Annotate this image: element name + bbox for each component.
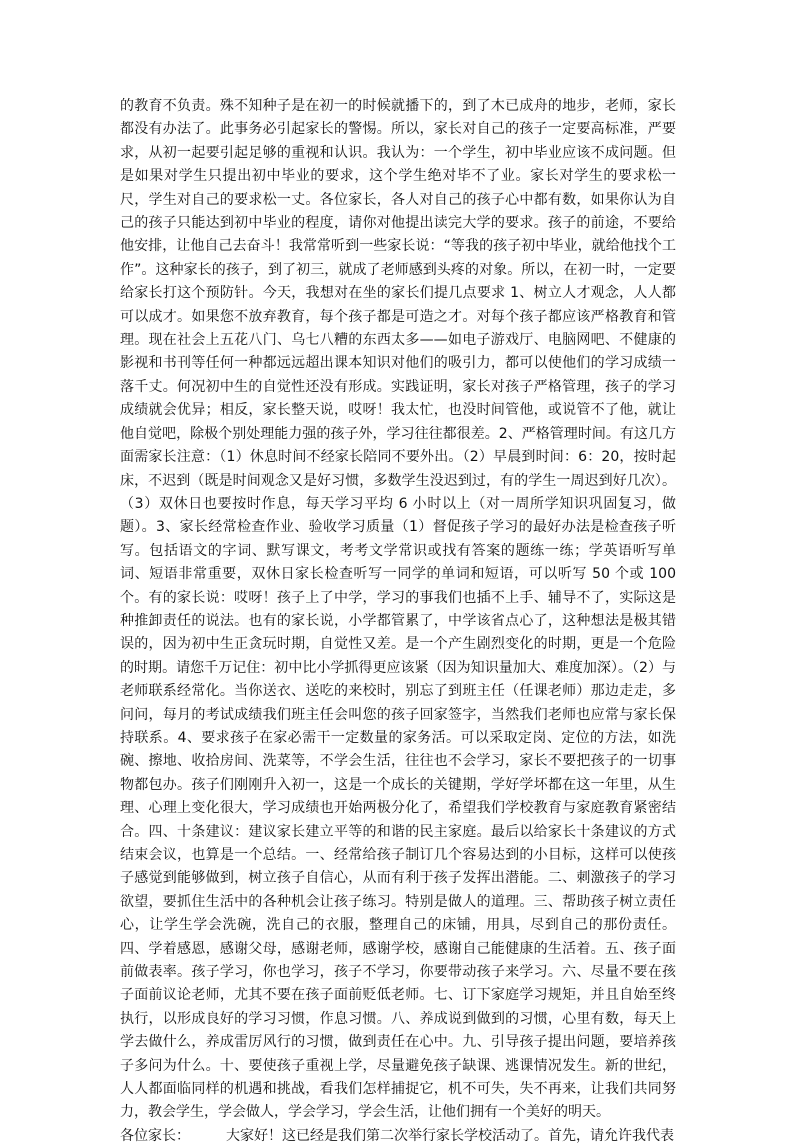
greeting-text: 大家好！这已经是我们第二次举行家长学校活动了。首先，请允许我代表 — [226, 1127, 674, 1144]
greeting-line — [120, 1125, 676, 1148]
body-paragraph: 的教育不负责。殊不知种子是在初一的时候就播下的，到了木已成舟的地步，老师，家长都没有办法了。此事务必引起家长的警惕。所以，家长对自己的孩子一定要高标准，严要求，从初一起要引起足够的重视和认识。我认为：一个学生，初中毕业应该不成问题。但是如果对学生只提出初中毕业的要求，这个学生绝对毕不了业。家长对学生的要求松一尺，学生对自己的要求松一丈。各位家长，各人对自己的孩子心中都有数，如果你认为自己的孩子只能达到初中毕业的程度，请你对他提出读完大学的要求。孩子的前途，不要给他安排，让他自己去奋斗！我常常听到一些家长说：“等我的孩子初中毕业，就给他找个工作”。这种家长的孩子，到了初三，就成了老师感到头疼的对象。所以，在初一时，一定要给家长打这个预防针。今天，我想对在坐的家长们提几点要求 1、树立人才观念，人人都可以成才。如果您不放弃教育，每个孩子都是可造之才。对每个孩子都应该严格教育和管理。现在社会上五花八门、乌七八糟的东西太多——如电子游戏厅、电脑网吧、不健康的影视和书刊等任何一种都远远超出课本知识对他们的吸引力，都可以使他们的学习成绩一落千丈。何况初中生的自觉性还没有形成。实践证明，家长对孩子严格管理，孩子的学习成绩就会优异；相反，家长整天说，哎呀！我太忙，也没时间管他，或说管不了他，就让他自觉吧，除极个别处理能力强的孩子外，学习往往都很差。2、严格管理时间。有这几方面需家长注意：（1）休息时间不经家长陪同不要外出。（2）早晨到时间：6：20，按时起床，不迟到（既是时间观念又是好习惯，多数学生没迟到过，有的学生一周迟到好几次）。（3）双休日也要按时作息，每天学习平均 6 小时以上（对一周所学知识巩固复习，做题）。3、家长经常检查作业、验收学习质量（1）督促孩子学习的最好办法是检查孩子听写。包括语文的字词、默写课文，考考文学常识或找有答案的题练一练；学英语听写单词、短语非常重要，双休日家长检查听写一同学的单词和短语，可以听写 50 个或 100 个。有的家长说：哎呀！孩子上了中学，学习的事我们也插不上手、辅导不了，实际这是种推卸责任的说法。也有的家长说，小学都管累了，中学该省点心了，这种想法是极其错误的，因为初中生正贪玩时期，自觉性又差。是一个产生剧烈变化的时期，更是一个危险的时期。请您千万记住：初中比小学抓得更应该紧（因为知识量加大、难度加深）。（2）与老师联系经常化。当你送衣、送吃的来校时，别忘了到班主任（任课老师）那边走走，多问问，每月的考试成绩我们班主任会叫您的孩子回家签字，当然我们老师也应常与家长保持联系。4、要求孩子在家必需干一定数量的家务活。可以采取定岗、定位的方法，如洗碗、擦地、收拾房间、洗菜等，不学会生活，往往也不会学习，家长不要把孩子的一切事物都包办。孩子们刚刚升入初一，这是一个成长的关键期，学好学坏都在这一年里，从生理、心理上变化很大，学习成绩也开始两极分化了，希望我们学校教育与家庭教育紧密结合。四、十条建议：建议家长建立平等的和谐的民主家庭。最后以给家长十条建议的方式结束会议，也算是一个总结。一、经常给孩子制订几个容易达到的小目标，这样可以使孩子感觉到能够做到，树立孩子自信心，从而有利于孩子发挥出潜能。二、刺激孩子的学习欲望，要抓住生活中的各种机会让孩子练习。特别是做人的道理。三、帮助孩子树立责任心，让学生学会洗碗，洗自己的衣服，整理自己的床铺，用具，尽到自己的那份责任。四、学着感恩，感谢父母，感谢老师，感谢学校，感谢自己能健康的生活着。五、孩子面前做表率。孩子学习，你也学习，孩子不学习，你要带动孩子来学习。六、尽量不要在孩子面前议论老师，尤其不要在孩子面前贬低老师。七、订下家庭学习规矩，并且自始至终执行，以形成良好的学习习惯，作息习惯。八、养成说到做到的习惯，心里有数，每天上学去做什么，养成雷厉风行的习惯，做到责任在心中。九、引导孩子提出问题，要培养孩子多问为什么。十、要使孩子重视上学，尽量避免孩子缺课、逃课情况发生。新的世纪，人人都面临同样的机遇和挑战，看我们怎样捕捉它，机不可失，失不再来，让我们共同努力，教会学生，学会做人，学会学习，学会生活，让他们拥有一个美好的明天。 — [120, 98, 676, 1121]
document-page — [120, 95, 676, 1148]
salutation: 各位家长： — [120, 1127, 190, 1144]
